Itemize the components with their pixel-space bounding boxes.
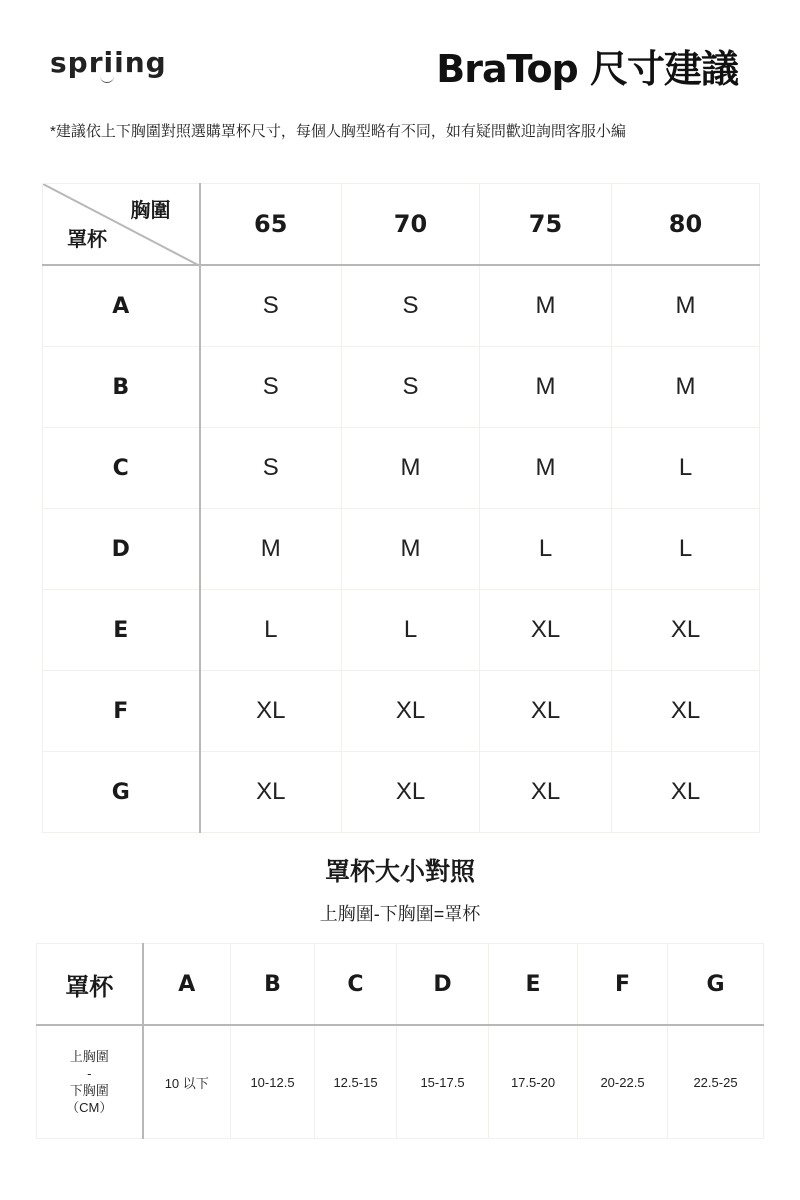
size-table [42, 183, 760, 833]
cup-letter-header: E [489, 944, 578, 1026]
table-row [43, 671, 760, 752]
range-label-line: - [87, 1066, 92, 1081]
corner-cup-label: 罩杯 [67, 229, 107, 251]
cup-row-label: F [43, 671, 200, 752]
cup-header-label: 罩杯 [37, 944, 143, 1026]
range-row-label [37, 1025, 143, 1139]
size-cell: XL [200, 671, 342, 752]
cup-section-title: 罩杯大小對照 [324, 858, 475, 886]
cup-range-cell: 17.5-20 [489, 1025, 578, 1139]
cup-range-cell: 22.5-25 [668, 1025, 764, 1139]
size-cell: XL [612, 752, 760, 833]
cup-letter-header: A [143, 944, 231, 1026]
size-cell: M [200, 509, 342, 590]
cup-range-cell: 20-22.5 [578, 1025, 668, 1139]
size-cell: XL [200, 752, 342, 833]
size-cell: XL [342, 752, 480, 833]
cup-letter-header: C [315, 944, 397, 1026]
size-cell: M [612, 347, 760, 428]
cup-range-cell: 10-12.5 [231, 1025, 315, 1139]
size-cell: S [200, 347, 342, 428]
size-cell: M [480, 428, 612, 509]
band-size-header: 75 [480, 184, 612, 266]
cup-range-cell: 10 以下 [143, 1025, 231, 1139]
cup-range-cell: 12.5-15 [315, 1025, 397, 1139]
cup-table [36, 943, 764, 1139]
table-row [43, 347, 760, 428]
size-cell: XL [480, 590, 612, 671]
cup-row-label: E [43, 590, 200, 671]
page-title: BraTop 尺寸建議 [436, 47, 738, 91]
size-cell: S [342, 347, 480, 428]
corner-cell [43, 184, 200, 266]
size-cell: XL [480, 752, 612, 833]
cup-row-label: C [43, 428, 200, 509]
size-cell: S [200, 265, 342, 347]
size-cell: S [342, 265, 480, 347]
table-row [43, 509, 760, 590]
table-row [43, 590, 760, 671]
size-cell: M [342, 509, 480, 590]
table-row [43, 752, 760, 833]
cup-range-row [37, 1025, 764, 1139]
cup-row-label: G [43, 752, 200, 833]
size-cell: M [480, 265, 612, 347]
cup-letter-header: F [578, 944, 668, 1026]
size-cell: XL [342, 671, 480, 752]
size-cell: M [480, 347, 612, 428]
range-label-line: （CM） [66, 1100, 113, 1115]
cup-letter-header: G [668, 944, 764, 1026]
cup-row-label: A [43, 265, 200, 347]
size-cell: L [612, 509, 760, 590]
size-header-row [43, 184, 760, 266]
size-note: *建議依上下胸圍對照選購罩杯尺寸，每個人胸型略有不同，如有疑問歡迎詢問客服小編 [50, 123, 626, 140]
table-row [43, 265, 760, 347]
size-cell: S [200, 428, 342, 509]
size-cell: M [612, 265, 760, 347]
cup-letter-header: D [397, 944, 489, 1026]
band-size-header: 65 [200, 184, 342, 266]
size-cell: L [480, 509, 612, 590]
cup-row-label: B [43, 347, 200, 428]
cup-header-row [37, 944, 764, 1026]
cup-row-label: D [43, 509, 200, 590]
cup-range-cell: 15-17.5 [397, 1025, 489, 1139]
size-cell: XL [612, 671, 760, 752]
size-cell: XL [612, 590, 760, 671]
range-label-line: 下胸圍 [69, 1083, 109, 1098]
band-size-header: 70 [342, 184, 480, 266]
cup-letter-header: B [231, 944, 315, 1026]
logo-smile-icon [100, 76, 114, 83]
table-row [43, 428, 760, 509]
size-cell: M [342, 428, 480, 509]
corner-bust-label: 胸圍 [130, 200, 171, 222]
range-label-line: 上胸圍 [69, 1049, 109, 1064]
size-cell: L [200, 590, 342, 671]
band-size-header: 80 [612, 184, 760, 266]
size-cell: L [612, 428, 760, 509]
size-cell: L [342, 590, 480, 671]
brand-logo: spriing [50, 46, 167, 79]
cup-formula: 上胸圍-下胸圍=罩杯 [319, 904, 481, 924]
size-cell: XL [480, 671, 612, 752]
